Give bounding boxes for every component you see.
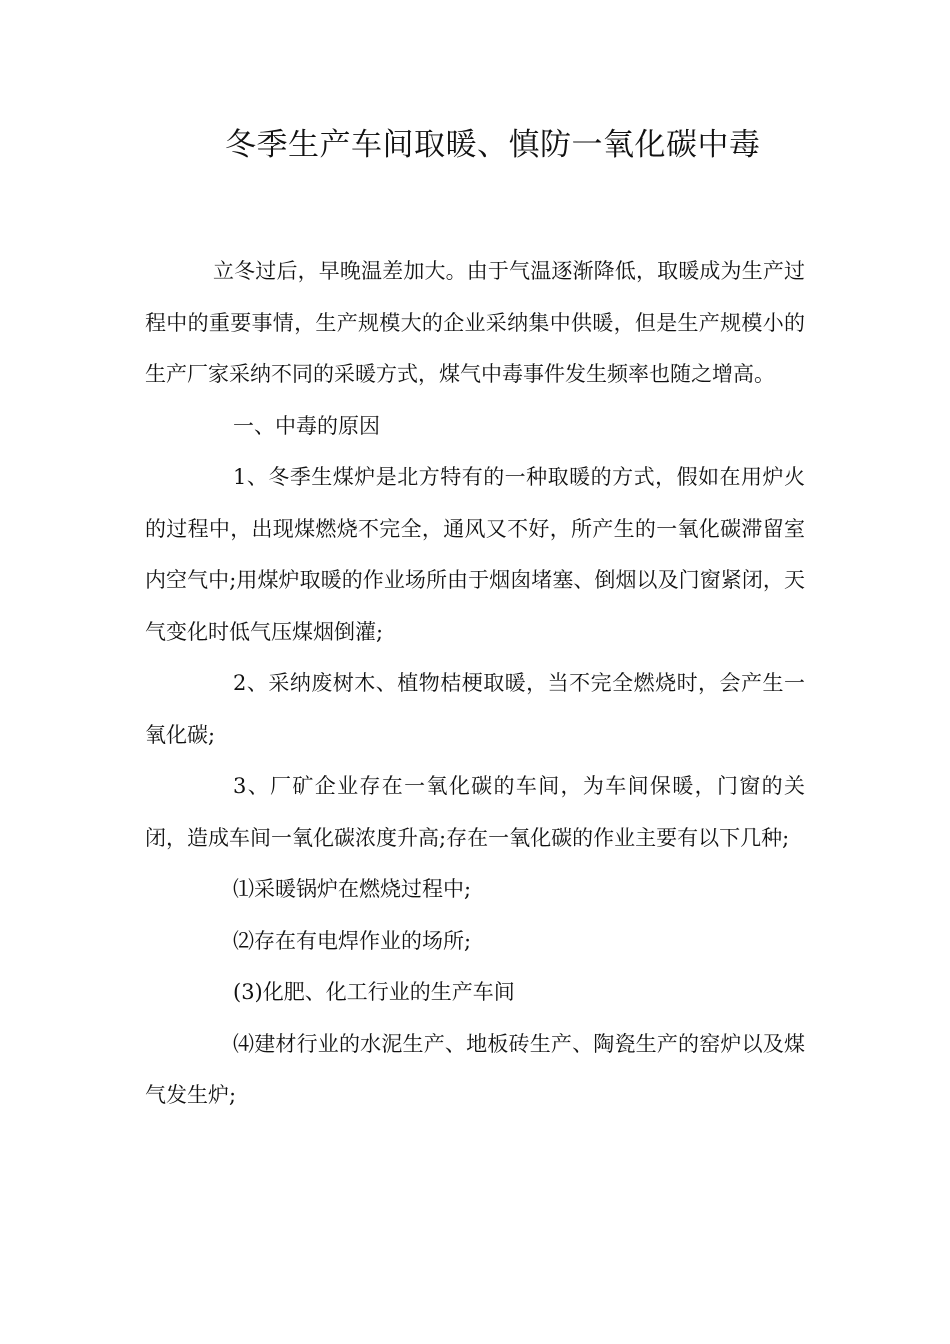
sub-item-2: ⑵存在有电焊作业的场所; [233,928,472,953]
sub-item-3: (3)化肥、化工行业的生产车间 [233,980,515,1004]
document-title: 冬季生产车间取暖、慎防一氧化碳中毒 [225,127,761,163]
section-heading: 一、中毒的原因 [233,413,380,438]
intro-paragraph: 立冬过后，早晚温差加大。由于气温逐渐降低，取暖成为生产过程中的重要事情，生产规模大的企业采纳集中供暖，但是生产规模小的生产厂家采纳不同的采暖方式，煤气中毒事件发生频率也随之增高。 [145,259,805,386]
sub-item-1: ⑴采暖锅炉在燃烧过程中; [233,877,472,901]
cause-item-1: 1、冬季生煤炉是北方特有的一种取暖的方式，假如在用炉火的过程中，出现煤燃烧不完全，通风又不好，所产生的一氧化碳滞留室内空气中;用煤炉取暖的作业场所由于烟囱堵塞、倒烟以及门窗紧闭，天气变化时低气压煤烟倒灌; [145,465,805,644]
document-body [145,246,805,1122]
sub-item-4: ⑷建材行业的水泥生产、地板砖生产、陶瓷生产的窑炉以及煤气发生炉; [145,1031,805,1107]
cause-item-3: 3、厂矿企业存在一氧化碳的车间，为车间保暖，门窗的关闭，造成车间一氧化碳浓度升高;存在一氧化碳的作业主要有以下几种; [145,774,805,850]
cause-item-2: 2、采纳废树木、植物桔梗取暖，当不完全燃烧时，会产生一氧化碳; [145,671,805,747]
